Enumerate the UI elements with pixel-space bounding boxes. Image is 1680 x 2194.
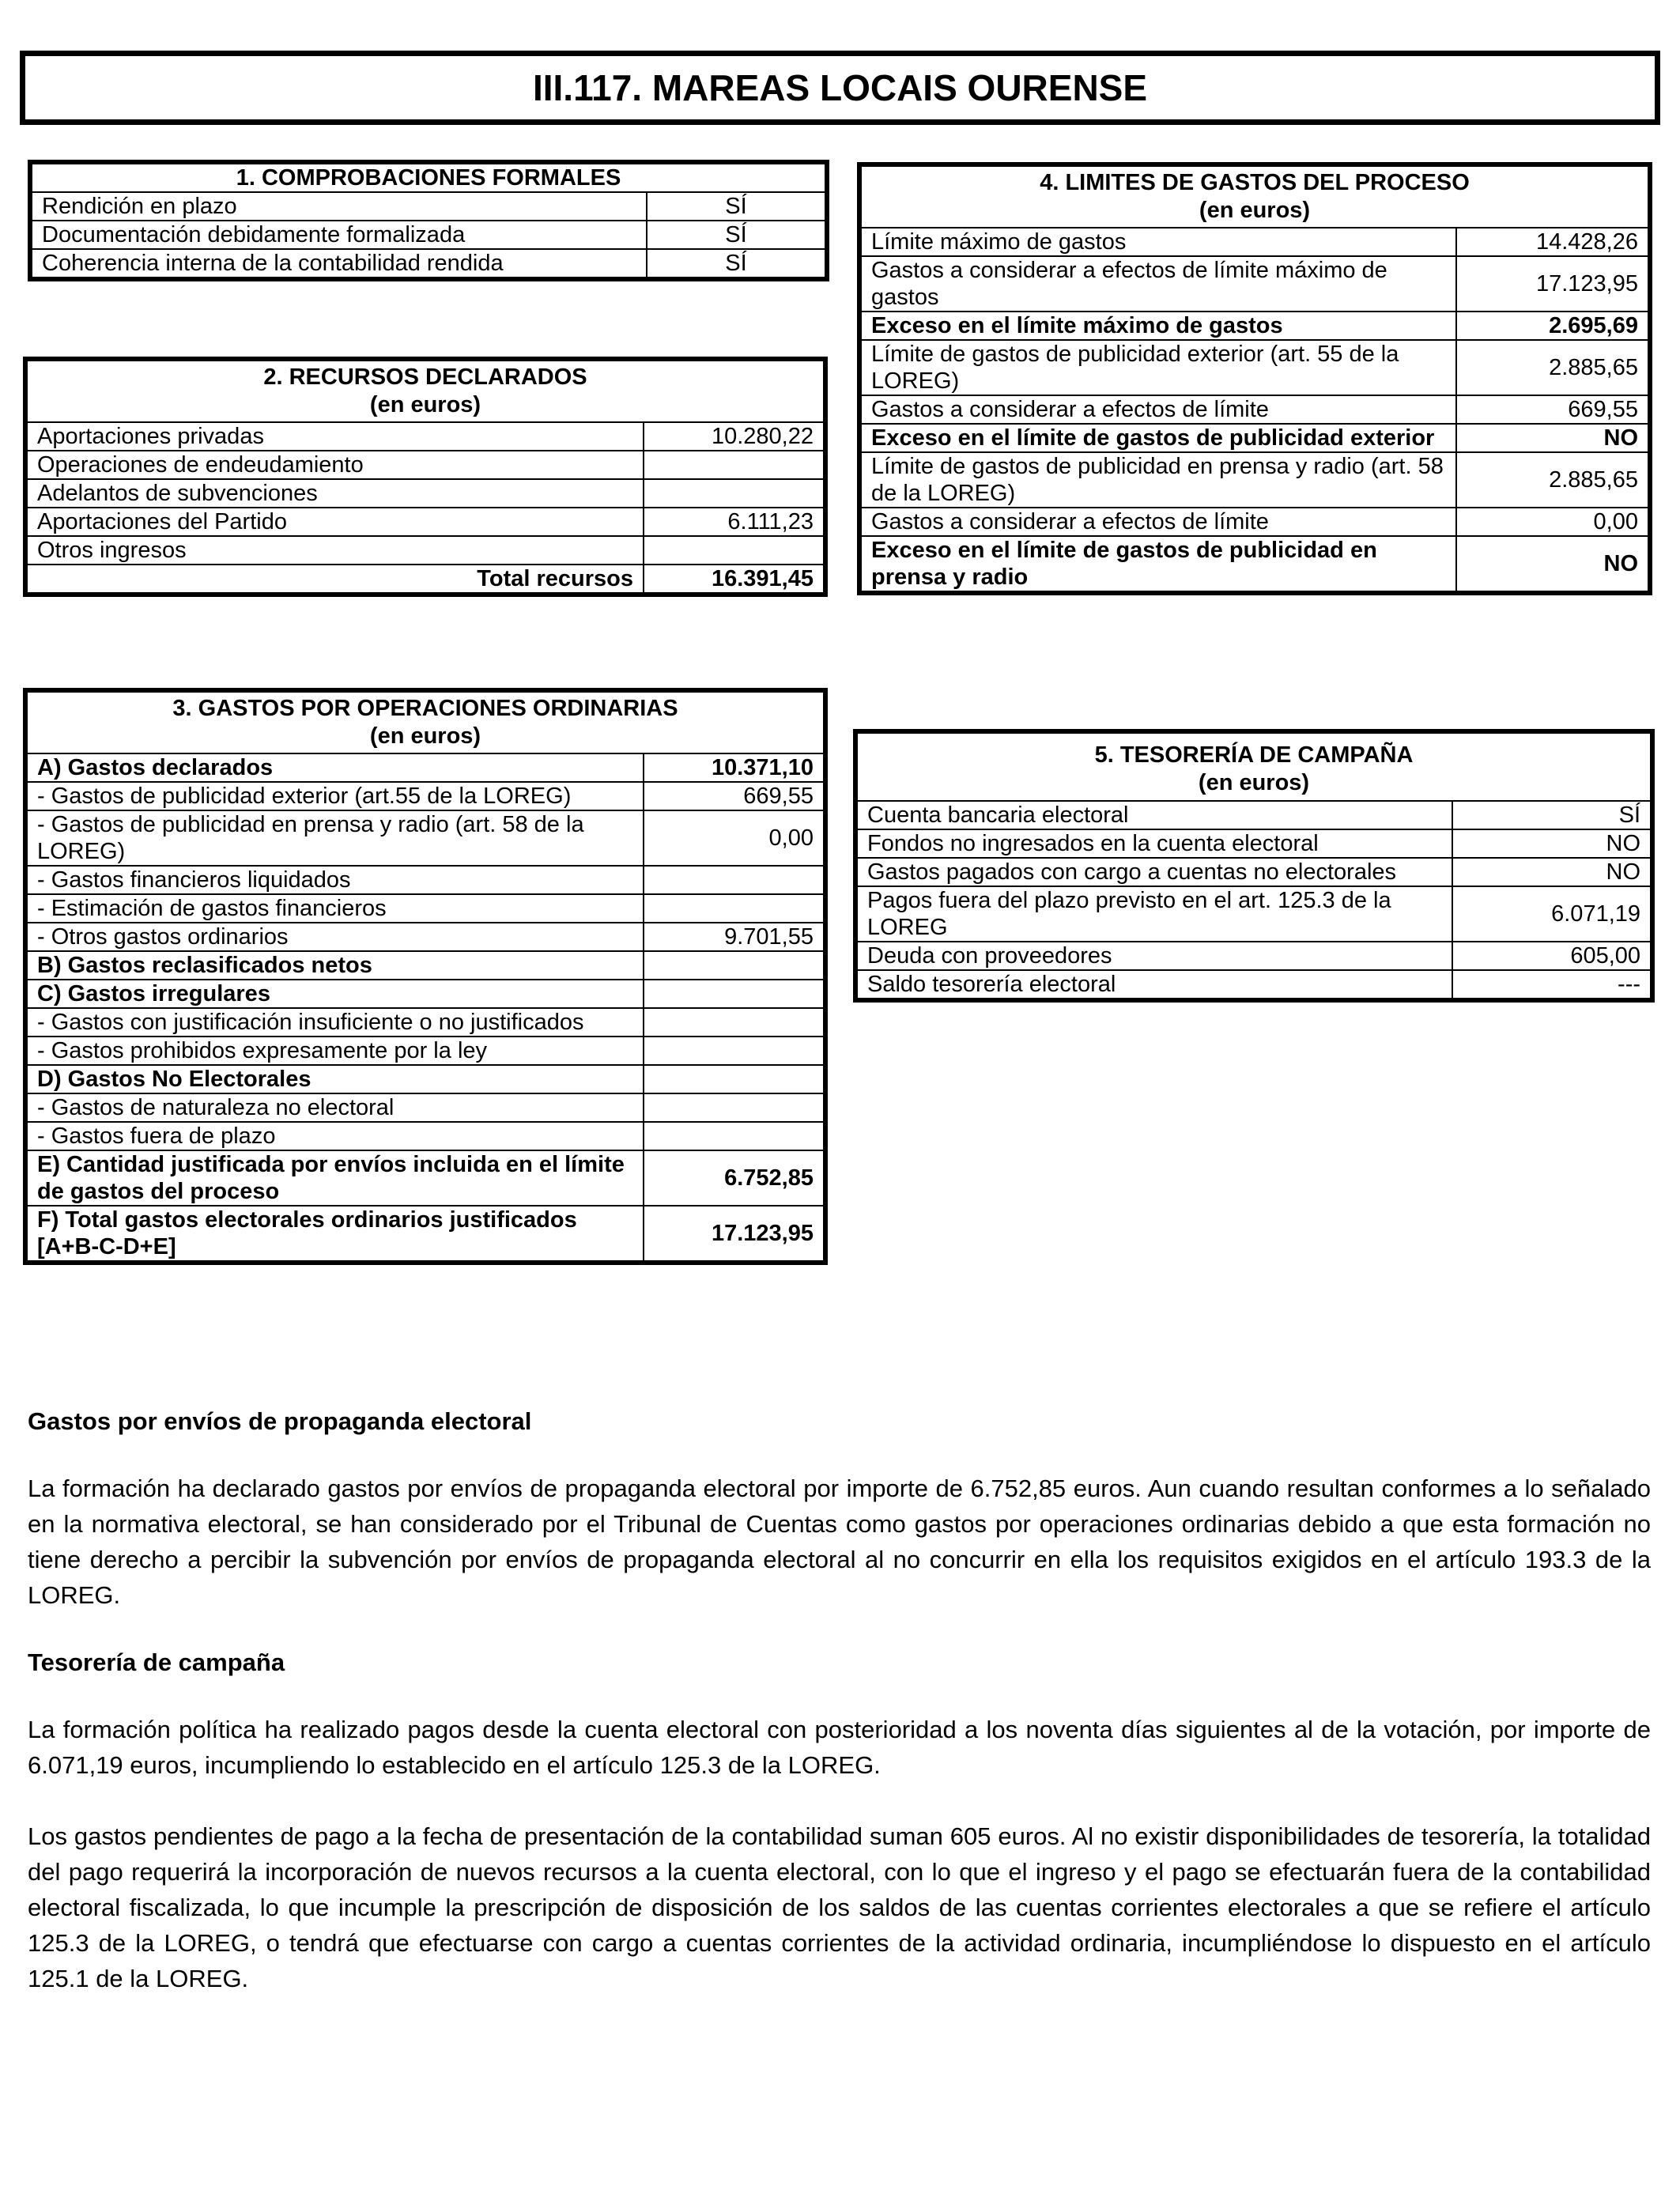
- table-row: Exceso en el límite máximo de gastos 2.695,69: [859, 312, 1650, 340]
- paragraph-envios: La formación ha declarado gastos por envíos de propaganda electoral por importe de 6.752,85 euros. Aun cuando resultan conformes a lo señalado en la normativa electoral, se han considerado por el Tribunal de Cuentas como gastos por operaciones ordinarias debido a que esta formación no tiene derecho a percibir la subvención por envíos de propaganda electoral al no concurrir en ella los requisitos exigidos en el artículo 193.3 de la LOREG.: [28, 1475, 1651, 1609]
- table-header: 4. LIMITES DE GASTOS DEL PROCESO (en euros): [859, 164, 1650, 228]
- table-row: Deuda con proveedores 605,00: [855, 942, 1652, 970]
- table-row: Fondos no ingresados en la cuenta electoral NO: [855, 829, 1652, 858]
- table-row: Otros ingresos: [25, 536, 825, 565]
- section-heading-tesoreria: Tesorería de campaña: [28, 1648, 285, 1676]
- table-row: Saldo tesorería electoral ---: [855, 970, 1652, 1000]
- table-row: - Gastos de publicidad exterior (art.55 de la LOREG) 669,55: [25, 782, 825, 810]
- table-tesoreria-campana: [853, 729, 1655, 1003]
- table-row: Gastos pagados con cargo a cuentas no electorales NO: [855, 858, 1652, 886]
- table-recursos-declarados: [23, 357, 828, 597]
- table-comprobaciones-formales: [28, 160, 829, 281]
- total-row: Total recursos 16.391,45: [25, 565, 825, 595]
- table-row: Coherencia interna de la contabilidad rendida SÍ: [30, 249, 827, 279]
- table-row: Límite máximo de gastos 14.428,26: [859, 228, 1650, 256]
- table-row: E) Cantidad justificada por envíos incluida en el límite de gastos del proceso 6.752,85: [25, 1150, 825, 1206]
- table-limites-gastos: [857, 162, 1652, 595]
- table-header: 3. GASTOS POR OPERACIONES ORDINARIAS (en euros): [25, 690, 825, 753]
- table-row: Documentación debidamente formalizada SÍ: [30, 221, 827, 249]
- section-heading-envios: Gastos por envíos de propaganda electoral: [28, 1407, 532, 1435]
- table-header: 5. TESORERÍA DE CAMPAÑA (en euros): [855, 731, 1652, 801]
- table-row: D) Gastos No Electorales: [25, 1065, 825, 1093]
- table-row: A) Gastos declarados 10.371,10: [25, 753, 825, 782]
- table-row: Adelantos de subvenciones: [25, 479, 825, 508]
- table-row: Gastos a considerar a efectos de límite 0,00: [859, 508, 1650, 536]
- table-row: Exceso en el límite de gastos de publicidad exterior NO: [859, 424, 1650, 452]
- table-row: - Gastos de naturaleza no electoral: [25, 1093, 825, 1122]
- paragraph-tesoreria-2: Los gastos pendientes de pago a la fecha de presentación de la contabilidad suman 605 euros. Al no existir disponibilidades de tesorería, la totalidad del pago requerirá la incorporación de nuevos recursos a la cuenta electoral, con lo que el ingreso y el pago se efectuarán fuera de la contabilidad electoral fiscalizada, lo que incumple la prescripción de disposición de los saldos de las cuentas corrientes electorales a que se refiere el artículo 125.3 de la LOREG, o tendrá que efectuarse con cargo a cuentas corrientes de la actividad ordinaria, incumpliéndose lo dispuesto en el artículo 125.1 de la LOREG.: [28, 1822, 1651, 1992]
- table-row: - Estimación de gastos financieros: [25, 894, 825, 923]
- table-row: - Gastos fuera de plazo: [25, 1122, 825, 1150]
- paragraph-tesoreria-1: La formación política ha realizado pagos desde la cuenta electoral con posterioridad a los noventa días siguientes al de la votación, por importe de 6.071,19 euros, incumpliendo lo establecido en el artículo 125.3 de la LOREG.: [28, 1716, 1651, 1779]
- table-row: B) Gastos reclasificados netos: [25, 951, 825, 980]
- table-row: Rendición en plazo SÍ: [30, 192, 827, 221]
- page-title: III.117. MAREAS LOCAIS OURENSE: [20, 51, 1660, 125]
- table-row: Exceso en el límite de gastos de publicidad en prensa y radio NO: [859, 536, 1650, 593]
- table-row: - Gastos de publicidad en prensa y radio (art. 58 de la LOREG) 0,00: [25, 810, 825, 866]
- table-row: F) Total gastos electorales ordinarios justificados [A+B-C-D+E] 17.123,95: [25, 1206, 825, 1263]
- table-header: 2. RECURSOS DECLARADOS (en euros): [25, 359, 825, 422]
- table-row: Operaciones de endeudamiento: [25, 451, 825, 479]
- table-row: Pagos fuera del plazo previsto en el art. 125.3 de la LOREG 6.071,19: [855, 886, 1652, 942]
- table-gastos-ordinarios: [23, 688, 828, 1265]
- table-row: Límite de gastos de publicidad exterior (art. 55 de la LOREG) 2.885,65: [859, 340, 1650, 395]
- table-row: - Gastos prohibidos expresamente por la ley: [25, 1037, 825, 1065]
- table-row: Cuenta bancaria electoral SÍ: [855, 801, 1652, 829]
- table-row: Gastos a considerar a efectos de límite 669,55: [859, 395, 1650, 424]
- table-row: Gastos a considerar a efectos de límite máximo de gastos 17.123,95: [859, 256, 1650, 312]
- table-row: - Gastos financieros liquidados: [25, 866, 825, 894]
- table-row: Límite de gastos de publicidad en prensa y radio (art. 58 de la LOREG) 2.885,65: [859, 452, 1650, 508]
- table-row: Aportaciones privadas 10.280,22: [25, 422, 825, 451]
- table-header: 1. COMPROBACIONES FORMALES: [30, 162, 827, 192]
- table-row: C) Gastos irregulares: [25, 980, 825, 1008]
- table-row: - Otros gastos ordinarios 9.701,55: [25, 923, 825, 951]
- table-row: Aportaciones del Partido 6.111,23: [25, 508, 825, 536]
- table-row: - Gastos con justificación insuficiente o no justificados: [25, 1008, 825, 1037]
